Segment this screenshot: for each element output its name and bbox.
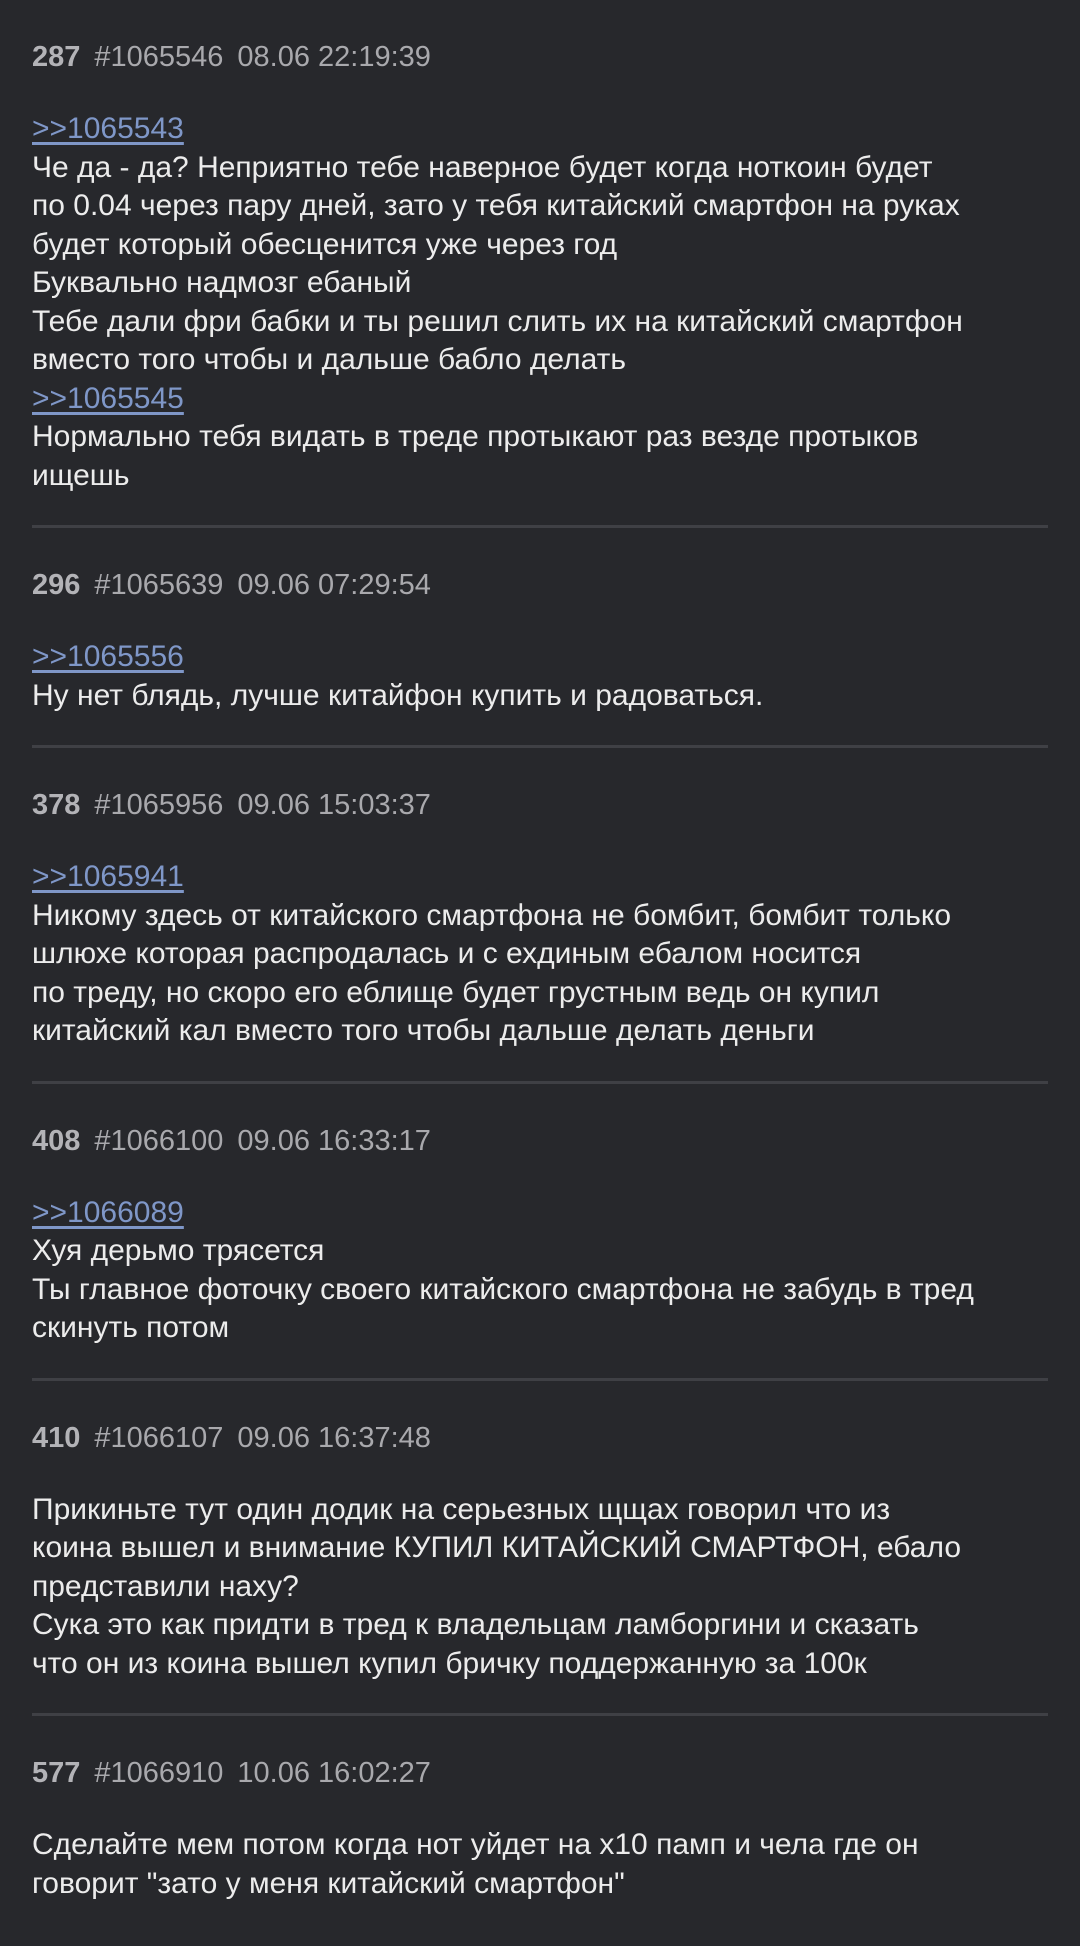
- post-text-line: ищешь: [32, 458, 130, 492]
- post-text-line: по 0.04 через пару дней, зато у тебя китайский смартфон на руках: [32, 189, 960, 222]
- post-header: [32, 1754, 1048, 1792]
- post-header: [32, 1419, 1048, 1457]
- post-number[interactable]: 410: [32, 1421, 81, 1454]
- post-number[interactable]: 296: [32, 569, 81, 601]
- post-text-line: китайский кал вместо того чтобы дальше делать деньги: [32, 1014, 815, 1047]
- post-number[interactable]: 408: [32, 1124, 81, 1157]
- post-text-line: представили наху?: [32, 1569, 299, 1603]
- post-date: 09.06 16:33:17: [237, 1124, 431, 1157]
- post-text-line: по треду, но скоро его еблище будет грустным ведь он купил: [32, 975, 880, 1009]
- post-text-line: Никому здесь от китайского смартфона не бомбит, бомбит только: [32, 898, 952, 932]
- post-text-line: Прикиньте тут один додик на серьезных щщах говорил что из: [32, 1492, 891, 1526]
- post-id[interactable]: #1066107: [94, 1421, 224, 1454]
- post: [32, 0, 1048, 528]
- post-id[interactable]: #1066100: [94, 1124, 224, 1157]
- post-text-line: Нормально тебя видать в треде протыкают раз везде протыков: [32, 420, 919, 453]
- post-text-line: будет который обесценится уже через год: [32, 227, 618, 261]
- post-header: [32, 786, 1048, 824]
- post-text-line: что он из коина вышел купил бричку поддержанную за 100к: [32, 1646, 867, 1680]
- post-text-line: вместо того чтобы и дальше бабло делать: [32, 343, 626, 376]
- post-body: [32, 638, 1048, 715]
- post-text-line: говорит "зато у меня китайский смартфон": [32, 1866, 625, 1900]
- reply-link[interactable]: >>1065545: [32, 381, 184, 415]
- post-text-line: шлюхе которая распродалась и с ехдиным ебалом носится: [32, 937, 862, 970]
- reply-link[interactable]: >>1065556: [32, 640, 184, 673]
- post-header: [32, 566, 1048, 604]
- post-date: 09.06 07:29:54: [237, 569, 431, 601]
- post: [32, 1084, 1048, 1381]
- post-body: [32, 110, 1048, 495]
- post-text-line: Тебе дали фри бабки и ты решил слить их на китайский смартфон: [32, 304, 963, 338]
- post-header: [32, 1122, 1048, 1160]
- post-date: 10.06 16:02:27: [237, 1757, 431, 1789]
- post-text-line: Ты главное фоточку своего китайского смартфона не забудь в тред: [32, 1272, 974, 1306]
- post-body: [32, 858, 1048, 1051]
- post-text-line: Че да - да? Неприятно тебе наверное будет когда ноткоин будет: [32, 150, 933, 184]
- post-body: [32, 1491, 1048, 1684]
- post: [32, 1716, 1048, 1933]
- reply-link[interactable]: >>1066089: [32, 1195, 184, 1229]
- post-number[interactable]: 378: [32, 789, 81, 821]
- post-number[interactable]: 287: [32, 41, 81, 73]
- post-text-line: Сука это как придти в тред к владельцам ламборгини и сказать: [32, 1608, 919, 1641]
- post-number[interactable]: 577: [32, 1757, 81, 1789]
- post-id[interactable]: #1065956: [94, 789, 224, 821]
- post: [32, 528, 1048, 748]
- post-text-line: Ну нет блядь, лучше китайфон купить и радоваться.: [32, 678, 764, 712]
- post-date: 09.06 15:03:37: [237, 789, 431, 821]
- reply-link[interactable]: >>1065941: [32, 860, 184, 893]
- post-date: 08.06 22:19:39: [237, 41, 431, 73]
- post-header: [32, 38, 1048, 76]
- post-id[interactable]: #1066910: [94, 1757, 224, 1789]
- post: [32, 748, 1048, 1084]
- post-id[interactable]: #1065639: [94, 569, 224, 601]
- post-text-line: скинуть потом: [32, 1311, 230, 1344]
- post-id[interactable]: #1065546: [94, 41, 224, 73]
- post-date: 09.06 16:37:48: [237, 1421, 431, 1454]
- post: [32, 1381, 1048, 1717]
- post-text-line: Хуя дерьмо трясется: [32, 1234, 325, 1267]
- post-body: [32, 1194, 1048, 1348]
- post-text-line: Буквально надмозг ебаный: [32, 266, 412, 299]
- post-text-line: коина вышел и внимание КУПИЛ КИТАЙСКИЙ СМАРТФОН, ебало: [32, 1531, 962, 1564]
- post-text-line: Сделайте мем потом когда нот уйдет на x10 памп и чела где он: [32, 1828, 919, 1861]
- post-body: [32, 1826, 1048, 1903]
- reply-link[interactable]: >>1065543: [32, 112, 184, 145]
